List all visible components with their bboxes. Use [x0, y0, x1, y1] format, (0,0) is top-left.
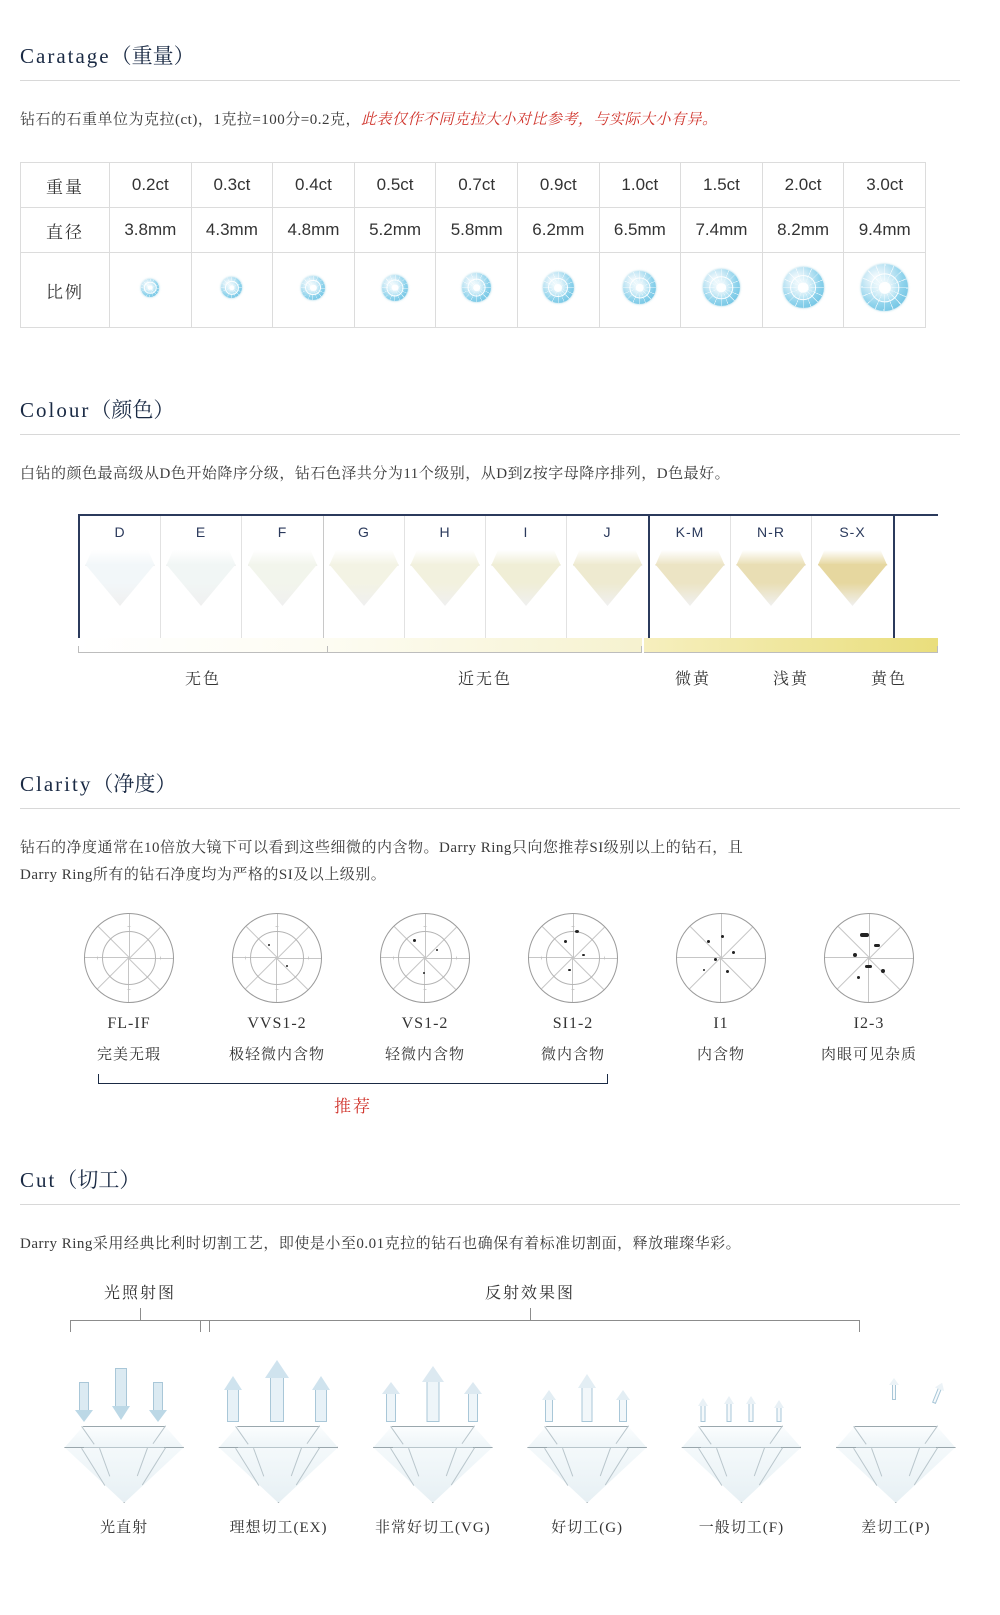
colour-heading-en: Colour — [20, 398, 91, 422]
diamond-clarity-icon — [528, 913, 618, 1003]
clarity-code: I2-3 — [853, 1015, 885, 1032]
colour-cell-G — [324, 516, 405, 640]
clarity-desc: 内含物 — [696, 1047, 745, 1063]
cut-label: 非常好切工(VG) — [374, 1520, 491, 1536]
clarity-heading-en: Clarity — [20, 772, 93, 796]
carat-weight-3: 0.5ct — [354, 163, 436, 208]
clarity-item-fl-if — [80, 913, 178, 1064]
clarity-intro-line2: Darry Ring所有的钻石净度均为严格的SI及以上级别。 — [20, 867, 387, 883]
colour-heading — [20, 394, 960, 435]
carat-diameter-4: 5.8mm — [436, 208, 518, 253]
colour-grade-label: E — [195, 524, 207, 540]
diamond-cut-icon — [218, 1426, 338, 1504]
caratage-intro — [20, 107, 960, 134]
cut-label: 好切工(G) — [551, 1520, 624, 1536]
diamond-cut-icon — [681, 1426, 801, 1504]
carat-weight-5: 0.9ct — [517, 163, 599, 208]
carat-dot-8 — [762, 253, 844, 328]
recommend-bracket — [98, 1074, 608, 1084]
colour-grade-label: G — [358, 524, 370, 540]
carat-weight-9: 3.0ct — [844, 163, 926, 208]
carat-dot-9 — [844, 253, 926, 328]
carat-weight-7: 1.5ct — [681, 163, 763, 208]
diamond-side-icon — [573, 550, 643, 606]
colour-grade-label: I — [523, 524, 529, 540]
carat-diameter-2: 4.8mm — [273, 208, 355, 253]
recommend-label: 推荐 — [334, 1097, 372, 1116]
colour-grade-label: H — [439, 524, 451, 540]
colour-band-label-faint: 微黄 — [674, 671, 711, 688]
clarity-code: VS1-2 — [401, 1015, 449, 1032]
colour-cell-H — [405, 516, 486, 640]
diamond-side-icon — [655, 550, 725, 606]
clarity-intro-line1: 钻石的净度通常在10倍放大镜下可以看到这些细微的内含物。Darry Ring只向您推荐SI级别以上的钻石，且 — [20, 840, 744, 856]
row-label-diameter: 直径 — [21, 208, 110, 253]
cut-heading-en: Cut — [20, 1168, 57, 1192]
colour-grade-groups — [78, 514, 938, 638]
colour-group-tinted — [648, 516, 895, 640]
carat-weight-1: 0.3ct — [191, 163, 273, 208]
row-label-weight: 重量 — [21, 163, 110, 208]
light-arrows-up-poor — [832, 1350, 960, 1422]
diamond-side-icon — [491, 550, 561, 606]
colour-gradient-bar — [78, 638, 938, 652]
caratage-heading-en: Caratage — [20, 44, 111, 68]
colour-grade-label: F — [277, 524, 288, 540]
clarity-desc: 极轻微内含物 — [228, 1047, 325, 1063]
colour-heading-cn: （颜色） — [90, 398, 175, 422]
colour-band-label-near-colorless: 近无色 — [457, 671, 512, 688]
clarity-item-vs — [376, 913, 474, 1064]
diamond-top-icon — [141, 279, 159, 297]
diamond-top-icon — [462, 273, 491, 302]
caratage-heading — [20, 40, 960, 81]
caratage-heading-cn: （重量） — [110, 44, 195, 68]
clarity-intro — [20, 835, 960, 889]
caratage-table — [20, 162, 926, 328]
light-arrows-down — [60, 1350, 188, 1422]
clarity-heading — [20, 768, 960, 809]
section-colour — [20, 394, 960, 714]
diamond-side-icon — [818, 550, 888, 606]
diamond-side-icon — [329, 550, 399, 606]
diamond-top-icon — [861, 264, 908, 311]
colour-cell-J — [567, 516, 648, 640]
diamond-clarity-icon — [824, 913, 914, 1003]
carat-dot-6 — [599, 253, 681, 328]
carat-dot-5 — [517, 253, 599, 328]
cut-bracket-right — [200, 1320, 860, 1332]
section-caratage — [20, 40, 960, 328]
light-arrows-up-weak — [677, 1350, 805, 1422]
carat-dot-1 — [191, 253, 273, 328]
carat-diameter-6: 6.5mm — [599, 208, 681, 253]
diamond-clarity-icon — [676, 913, 766, 1003]
diamond-cut-icon — [836, 1426, 956, 1504]
diamond-top-icon — [623, 271, 656, 304]
table-row-weight — [21, 163, 926, 208]
diamond-clarity-icon — [84, 913, 174, 1003]
clarity-desc: 肉眼可见杂质 — [820, 1047, 917, 1063]
carat-dot-3 — [354, 253, 436, 328]
cut-bracket-label-reflection: 反射效果图 — [484, 1285, 575, 1302]
colour-intro: 白钻的颜色最高级从D色开始降序分级，钻石色泽共分为11个级别，从D到Z按字母降序排列，D色最好。 — [20, 466, 731, 482]
colour-grade-label: K-M — [675, 524, 705, 540]
diamond-cut-icon — [64, 1426, 184, 1504]
carat-weight-4: 0.7ct — [436, 163, 518, 208]
carat-diameter-9: 9.4mm — [844, 208, 926, 253]
clarity-item-si — [524, 913, 622, 1064]
section-cut — [20, 1164, 960, 1537]
row-label-ratio: 比例 — [21, 253, 110, 328]
clarity-heading-cn: （净度） — [92, 772, 177, 796]
cut-bracket-left — [70, 1320, 210, 1332]
diamond-top-icon — [301, 276, 325, 300]
carat-diameter-3: 5.2mm — [354, 208, 436, 253]
cut-item-fair — [677, 1350, 805, 1537]
colour-cell-SX — [812, 516, 893, 640]
clarity-grade-row — [20, 913, 960, 1064]
clarity-code: FL-IF — [107, 1015, 151, 1032]
diamond-side-icon — [248, 550, 318, 606]
colour-grade-label: J — [603, 524, 612, 540]
clarity-item-vvs — [228, 913, 326, 1064]
colour-cell-D — [80, 516, 161, 640]
carat-diameter-1: 4.3mm — [191, 208, 273, 253]
diamond-cut-icon — [373, 1426, 493, 1504]
colour-grade-label: D — [114, 524, 126, 540]
carat-diameter-7: 7.4mm — [681, 208, 763, 253]
carat-weight-6: 1.0ct — [599, 163, 681, 208]
cut-label: 差切工(P) — [861, 1520, 931, 1536]
cut-label: 一般切工(F) — [698, 1520, 785, 1536]
light-arrows-up-good — [369, 1350, 497, 1422]
carat-weight-8: 2.0ct — [762, 163, 844, 208]
cut-item-excellent — [214, 1350, 342, 1537]
clarity-code: SI1-2 — [552, 1015, 594, 1032]
colour-scale-chart — [78, 514, 938, 714]
caratage-intro-plain: 钻石的石重单位为克拉(ct)，1克拉=100分=0.2克， — [20, 112, 361, 128]
diamond-top-icon — [382, 275, 408, 301]
cut-bracket-row — [20, 1280, 920, 1346]
cut-label: 理想切工(EX) — [229, 1520, 328, 1536]
colour-cell-I — [486, 516, 567, 640]
diamond-clarity-icon — [380, 913, 470, 1003]
cut-item-good — [523, 1350, 651, 1537]
cut-item-poor — [832, 1350, 960, 1537]
section-clarity — [20, 768, 960, 1126]
colour-cell-NR — [731, 516, 812, 640]
clarity-desc: 完美无瑕 — [96, 1047, 161, 1063]
colour-band-label-colorless: 无色 — [184, 671, 221, 688]
clarity-code: VVS1-2 — [247, 1015, 307, 1032]
cut-bracket-label-light: 光照射图 — [103, 1285, 176, 1302]
colour-band-labels — [78, 666, 938, 696]
colour-group-near-colorless — [323, 516, 648, 640]
carat-diameter-8: 8.2mm — [762, 208, 844, 253]
diamond-clarity-icon — [232, 913, 322, 1003]
carat-diameter-0: 3.8mm — [110, 208, 192, 253]
diamond-top-icon — [703, 269, 740, 306]
caratage-intro-highlight: 此表仅作不同克拉大小对比参考，与实际大小有异。 — [361, 112, 718, 128]
diamond-side-icon — [166, 550, 236, 606]
diamond-side-icon — [736, 550, 806, 606]
clarity-item-i1 — [672, 913, 770, 1064]
cut-heading — [20, 1164, 960, 1205]
cut-item-very-good — [369, 1350, 497, 1537]
diamond-side-icon — [85, 550, 155, 606]
colour-cell-F — [242, 516, 323, 640]
carat-dot-2 — [273, 253, 355, 328]
clarity-recommend — [20, 1074, 960, 1126]
cut-item-direct-light — [60, 1350, 188, 1537]
diamond-cut-icon — [527, 1426, 647, 1504]
carat-weight-0: 0.2ct — [110, 163, 192, 208]
light-arrows-up-medium — [523, 1350, 651, 1422]
cut-label: 光直射 — [100, 1520, 149, 1536]
table-row-ratio — [21, 253, 926, 328]
cut-items-row — [20, 1350, 960, 1537]
carat-dot-7 — [681, 253, 763, 328]
colour-band-label-light: 浅黄 — [772, 671, 809, 688]
table-row-diameter — [21, 208, 926, 253]
diamond-top-icon — [543, 272, 574, 303]
carat-diameter-5: 6.2mm — [517, 208, 599, 253]
clarity-code: I1 — [713, 1015, 729, 1032]
cut-heading-cn: （切工） — [56, 1168, 141, 1192]
diamond-side-icon — [410, 550, 480, 606]
colour-grade-label: N-R — [757, 524, 785, 540]
light-arrows-up-strong — [214, 1350, 342, 1422]
colour-grade-label: S-X — [839, 524, 866, 540]
diamond-top-icon — [221, 277, 242, 298]
cut-intro: Darry Ring采用经典比利时切割工艺，即使是小至0.01克拉的钻石也确保有着标准切割面，释放璀璨华彩。 — [20, 1236, 742, 1252]
colour-band-label-yellow: 黄色 — [870, 671, 907, 688]
carat-dot-4 — [436, 253, 518, 328]
colour-cell-KM — [650, 516, 731, 640]
diamond-top-icon — [783, 267, 824, 308]
colour-group-colorless — [78, 516, 323, 640]
colour-cell-E — [161, 516, 242, 640]
clarity-desc: 微内含物 — [540, 1047, 605, 1063]
carat-dot-0 — [110, 253, 192, 328]
carat-weight-2: 0.4ct — [273, 163, 355, 208]
clarity-desc: 轻微内含物 — [384, 1047, 465, 1063]
clarity-item-i23 — [820, 913, 918, 1064]
